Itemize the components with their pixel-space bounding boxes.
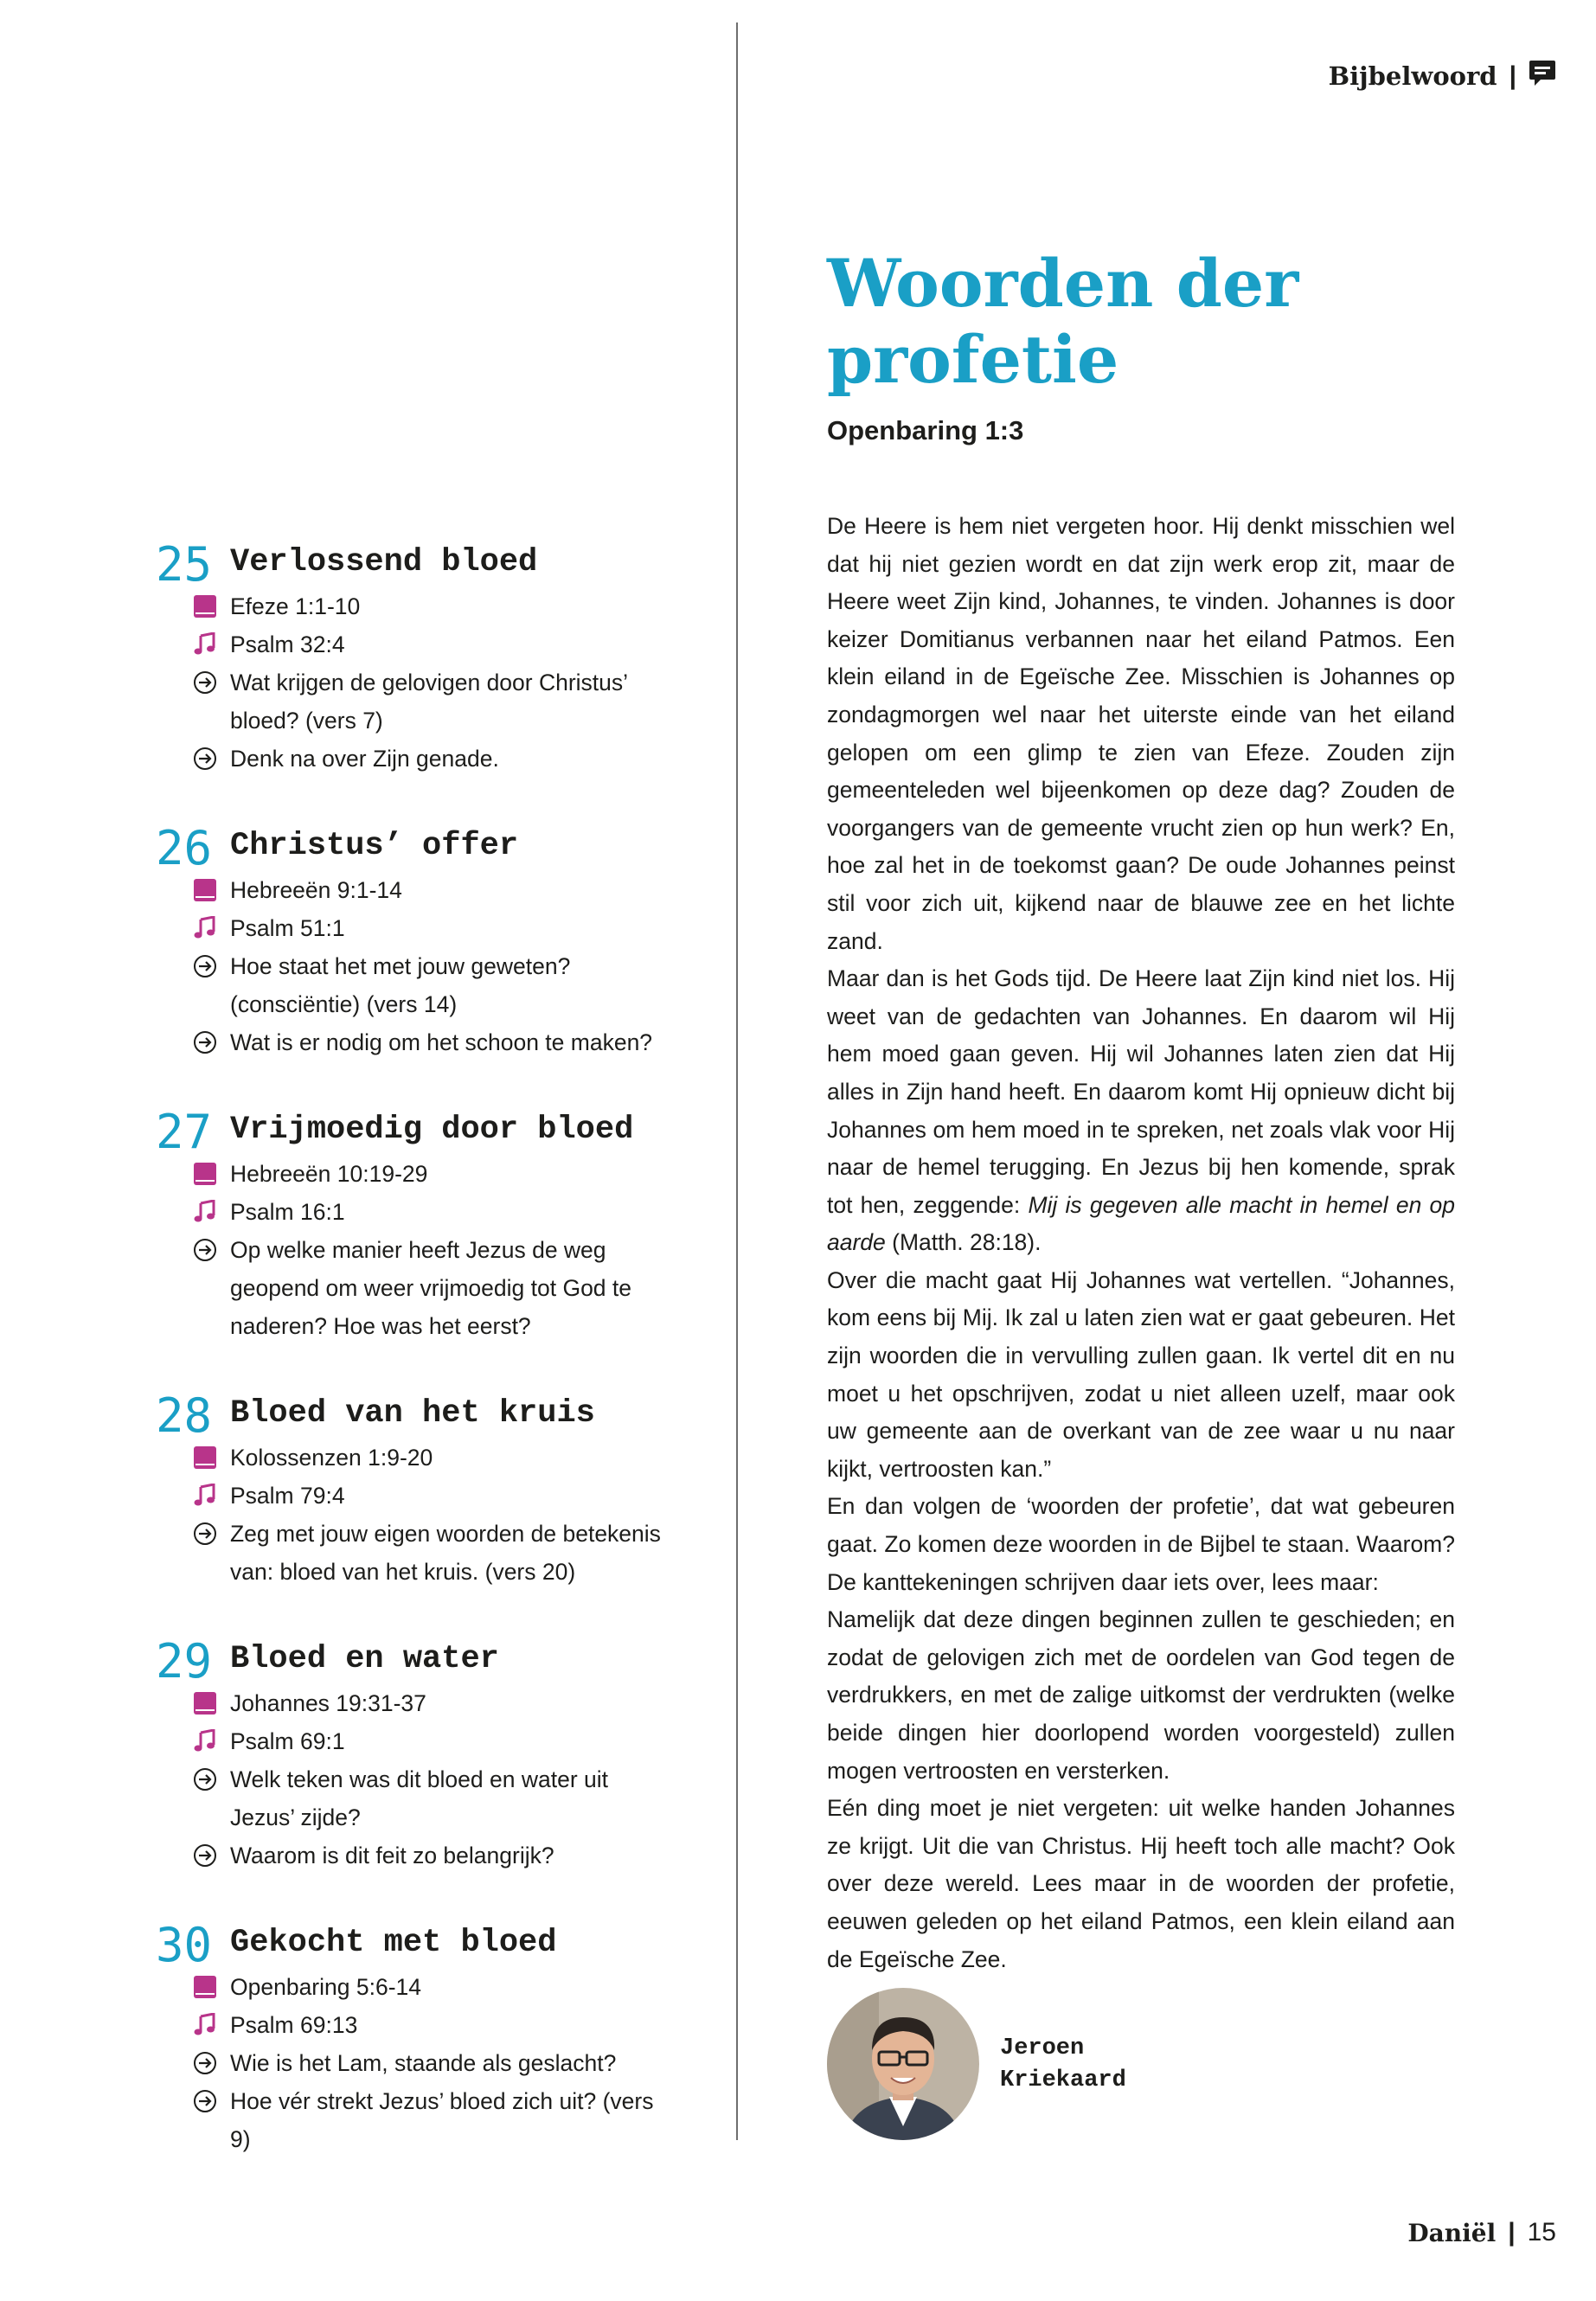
author-name [1000,2033,1126,2097]
quote-italic: Mij is gegeven alle macht in hemel en op aarde [827,1191,1455,1256]
paragraph: Namelijk dat deze dingen beginnen zullen te geschieden; en zodat de gelovigen zich met de oordelen van God tegen de verdrukkers, en met de zalige uitkomst der verdrukten (welke beide dingen hier doorlopend worden voorgesteld) zullen mogen vertroosten en versterken. [827,1606,1455,1784]
arrow-circle-icon [193,947,230,985]
day-number: 26 [156,821,213,875]
reading-row [193,871,677,909]
day-title: Christus’ offer [230,828,519,864]
arrow-circle-icon [193,663,230,702]
day-title: Bloed en water [230,1641,499,1677]
arrow-circle-icon [193,2044,230,2082]
paragraph: Over die macht gaat Hij Johannes wat vertellen. “Johannes, kom eens bij Mij. Ik zal u laten zien wat er gaat gebeuren. Het zijn woorden die in vervulling zullen gaan. Ik vertel dit en nu moet u het opschrijven, zodat u niet alleen uzelf, maar ook uw gemeente aan de overkant van de zee waar u nu naar kijkt, vertroosten kan.” [827,1266,1455,1482]
paragraph: Eén ding moet je niet vergeten: uit welke handen Johannes ze krijgt. Uit die van Christus. Hij heeft toch alle macht? Ook over deze wereld. Lees maar in de woorden der profetie, eeuwen geleden op het eiland Patmos, een klein eiland aan de Egeïsche Zee. [827,1795,1455,1972]
reading: Hebreeën 9:1-14 [230,877,402,903]
question-row [193,2044,677,2082]
question: Waarom is dit feit zo belangrijk? [230,1843,554,1868]
music-note-icon [193,2006,230,2044]
arrow-circle-icon [193,1023,230,1061]
day-number: 27 [156,1105,213,1159]
page-header [1329,59,1556,93]
bible-book-icon [193,1155,230,1193]
psalm-row [193,909,677,947]
bible-book-icon [193,1968,230,2006]
paragraph [827,960,1455,1262]
question: Denk na over Zijn genade. [230,746,499,772]
reading: Johannes 19:31-37 [230,1690,426,1716]
arrow-circle-icon [193,2082,230,2120]
bible-book-icon [193,587,230,625]
paragraph-text: Maar dan is het Gods tijd. De Heere laat Zijn kind niet los. Hij weet van de gedachten van Johannes. En daarom wil Hij hem moed gaan geven. Hij wil Johannes laten zien dat Hij alles in Zijn hand heeft. En daarom komt Hij opnieuw dicht bij Johannes om hem moed in te spreken, net zoals vlak voor Hij naar de hemel terugging. En Jezus bij hen komende, sprak tot hen, zeggende: [827,965,1455,1218]
magazine-name: Daniël [1407,2218,1497,2247]
author-first-name: Jeroen [1000,2035,1085,2061]
header-separator: | [1509,61,1516,90]
psalm: Psalm 51:1 [230,915,345,941]
day-title: Bloed van het kruis [230,1395,595,1432]
day-number: 25 [156,537,213,592]
question-row [193,663,677,740]
music-note-icon [193,1477,230,1515]
day-title: Gekocht met bloed [230,1925,557,1961]
footer-separator: | [1508,2218,1516,2247]
question-row [193,1836,677,1875]
psalm: Psalm 32:4 [230,631,345,657]
reading: Efeze 1:1-10 [230,593,361,619]
psalm-row [193,625,677,663]
title-line-1: Woorden der [827,245,1299,322]
question: Hoe vér strekt Jezus’ bloed zich uit? (vers 9) [230,2088,654,2152]
reading: Hebreeën 10:19-29 [230,1161,428,1187]
question: Zeg met jouw eigen woorden de betekenis van: bloed van het kruis. (vers 20) [230,1521,661,1585]
question-row [193,740,677,778]
arrow-circle-icon [193,1836,230,1875]
paragraph: De Heere is hem niet vergeten hoor. Hij denkt misschien wel dat hij niet gezien wordt en dat zijn werk erop zit, maar de Heere weet Zijn kind, Johannes, te vinden. Johannes is door keizer Domitianus verbannen naar het eiland Patmos. Een klein eiland in de Egeïsche Zee. Misschien is Johannes op zondagmorgen wel naar het uiterste einde van het eiland gelopen om een glimp te zien van Efeze. Zouden zijn gemeenteleden wel bijeenkomen op deze dag? Zouden de voorgangers van de gemeente vrucht zien op hun werk? En, hoe zal het in de toekomst gaan? De oude Johannes peinst stil voor zich uit, kijkend naar de blauwe zee en het lichte zand. [827,513,1455,954]
reading: Openbaring 5:6-14 [230,1974,421,2000]
bible-book-icon [193,1439,230,1477]
psalm: Psalm 79:4 [230,1483,345,1509]
question: Op welke manier heeft Jezus de weg geopend om weer vrijmoedig tot God te naderen? Hoe was het eerst? [230,1237,632,1339]
music-note-icon [193,625,230,663]
reading-row [193,1968,677,2006]
psalm: Psalm 16:1 [230,1199,345,1225]
question: Welk teken was dit bloed en water uit Jezus’ zijde? [230,1766,608,1830]
section-label: Bijbelwoord [1328,61,1497,91]
day-number: 30 [156,1918,213,1972]
author-avatar [827,1988,979,2140]
bible-book-icon [193,871,230,909]
scripture-reference: Openbaring 1:3 [827,415,1024,445]
psalm-row [193,1477,677,1515]
psalm-row [193,2006,677,2044]
psalm: Psalm 69:1 [230,1728,345,1754]
article-title [827,246,1298,398]
psalm: Psalm 69:13 [230,2012,358,2038]
reading-row [193,1684,677,1722]
psalm-row [193,1722,677,1760]
reading-row [193,1439,677,1477]
article-body [827,508,1455,1978]
question: Wie is het Lam, staande als geslacht? [230,2050,617,2076]
reading-row [193,1155,677,1193]
music-note-icon [193,1722,230,1760]
psalm-row [193,1193,677,1231]
title-line-2: profetie [827,321,1119,398]
day-title: Vrijmoedig door bloed [230,1112,634,1148]
reading: Kolossenzen 1:9-20 [230,1445,433,1471]
arrow-circle-icon [193,1231,230,1269]
page-number: 15 [1527,2218,1556,2247]
day-number: 28 [156,1388,213,1443]
arrow-circle-icon [193,1760,230,1798]
quote-reference: (Matth. 28:18). [892,1229,1042,1256]
bible-book-icon [193,1684,230,1722]
column-divider [736,22,738,2140]
question-row [193,1760,677,1836]
music-note-icon [193,909,230,947]
day-title: Verlossend bloed [230,544,538,580]
speech-bubble-icon [1529,59,1556,93]
music-note-icon [193,1193,230,1231]
question-row [193,1231,677,1345]
paragraph: En dan volgen de ‘woorden der profetie’, dat wat gebeuren gaat. Zo komen deze woorden in de Bijbel te staan. Waarom? De kanttekeningen schrijven daar iets over, lees maar: [827,1493,1455,1595]
author-last-name: Kriekaard [1000,2067,1126,2093]
reading-row [193,587,677,625]
question-row [193,1515,677,1591]
question: Wat krijgen de gelovigen door Christus’ bloed? (vers 7) [230,670,628,734]
question-row [193,947,677,1023]
question: Wat is er nodig om het schoon te maken? [230,1029,653,1055]
arrow-circle-icon [193,740,230,778]
day-number: 29 [156,1634,213,1689]
arrow-circle-icon [193,1515,230,1553]
question-row [193,1023,677,1061]
question-row [193,2082,677,2158]
page-footer [1407,2218,1556,2247]
question: Hoe staat het met jouw geweten? (consciëntie) (vers 14) [230,953,571,1017]
